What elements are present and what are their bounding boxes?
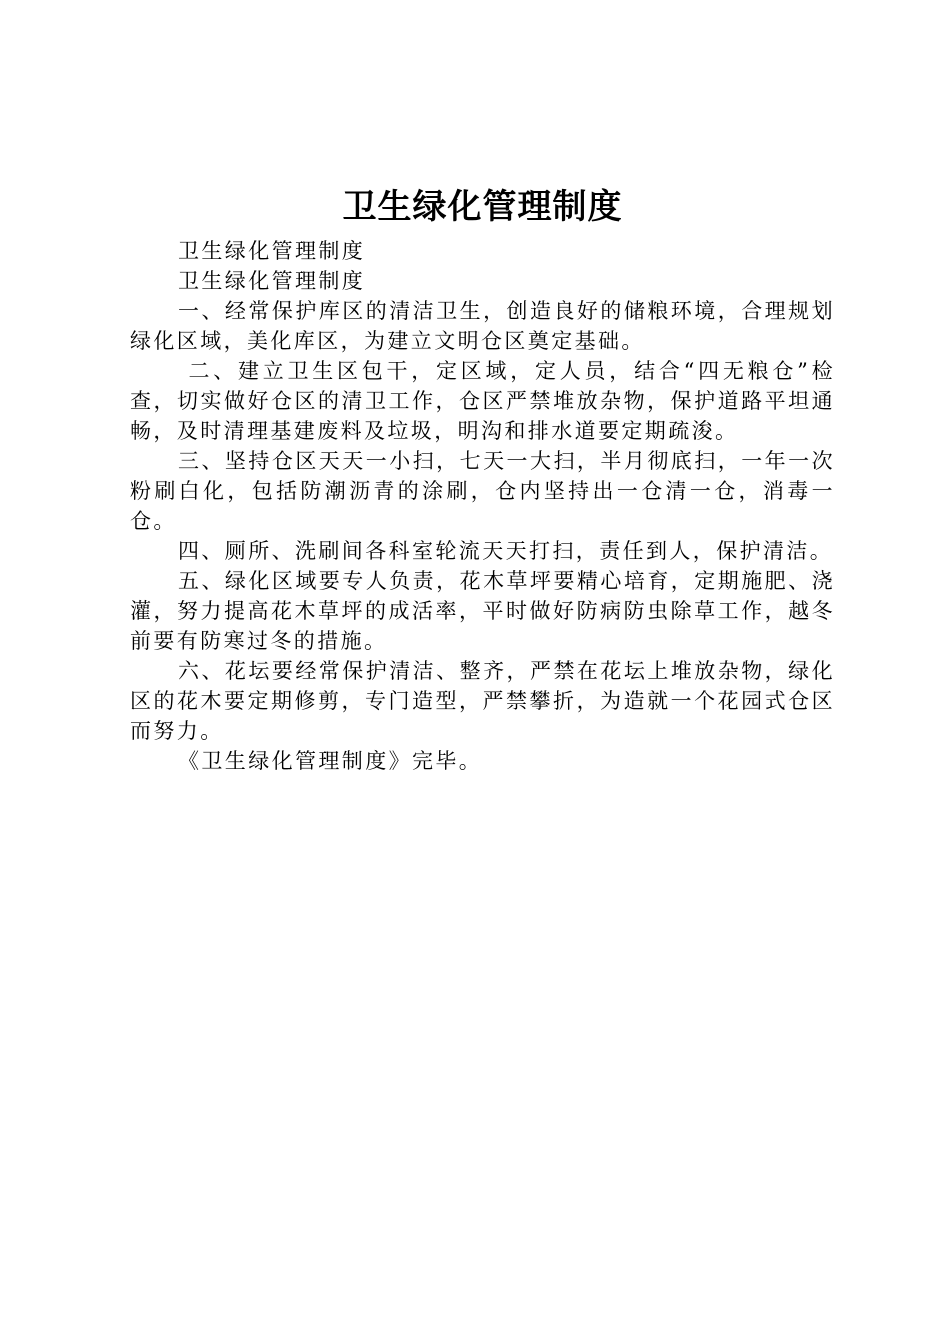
document-title: 卫生绿化管理制度	[342, 187, 623, 227]
paragraph-item-3: 三、坚持仓区天天一小扫，七天一大扫，半月彻底扫，一年一次粉刷白化，包括防潮沥青的涂刷，仓内坚持出一仓清一仓，消毒一仓。	[130, 449, 835, 533]
paragraph-item-5: 五、绿化区域要专人负责，花木草坪要精心培育，定期施肥、浇灌，努力提高花木草坪的成活率，平时做好防病防虫除草工作，越冬前要有防寒过冬的措施。	[130, 569, 835, 653]
paragraph-closing: 《卫生绿化管理制度》完毕。	[178, 749, 483, 773]
paragraph-item-2: 二、建立卫生区包干，定区域，定人员，结合“四无粮仓”检查，切实做好仓区的清卫工作，仓区严禁堆放杂物，保护道路平坦通畅，及时清理基建废料及垃圾，明沟和排水道要定期疏浚。	[130, 359, 835, 443]
paragraph-item-1: 一、经常保护库区的清洁卫生，创造良好的储粮环境，合理规划绿化区域，美化库区，为建立文明仓区奠定基础。	[130, 299, 835, 353]
document-page	[130, 180, 835, 776]
paragraph-subtitle-2: 卫生绿化管理制度	[178, 269, 366, 293]
paragraph-item-4: 四、厕所、洗刷间各科室轮流天天打扫，责任到人，保护清洁。	[178, 539, 834, 563]
paragraph-subtitle-1: 卫生绿化管理制度	[178, 239, 366, 263]
paragraph-item-6: 六、花坛要经常保护清洁、整齐，严禁在花坛上堆放杂物，绿化区的花木要定期修剪，专门造型，严禁攀折，为造就一个花园式仓区而努力。	[130, 659, 835, 743]
